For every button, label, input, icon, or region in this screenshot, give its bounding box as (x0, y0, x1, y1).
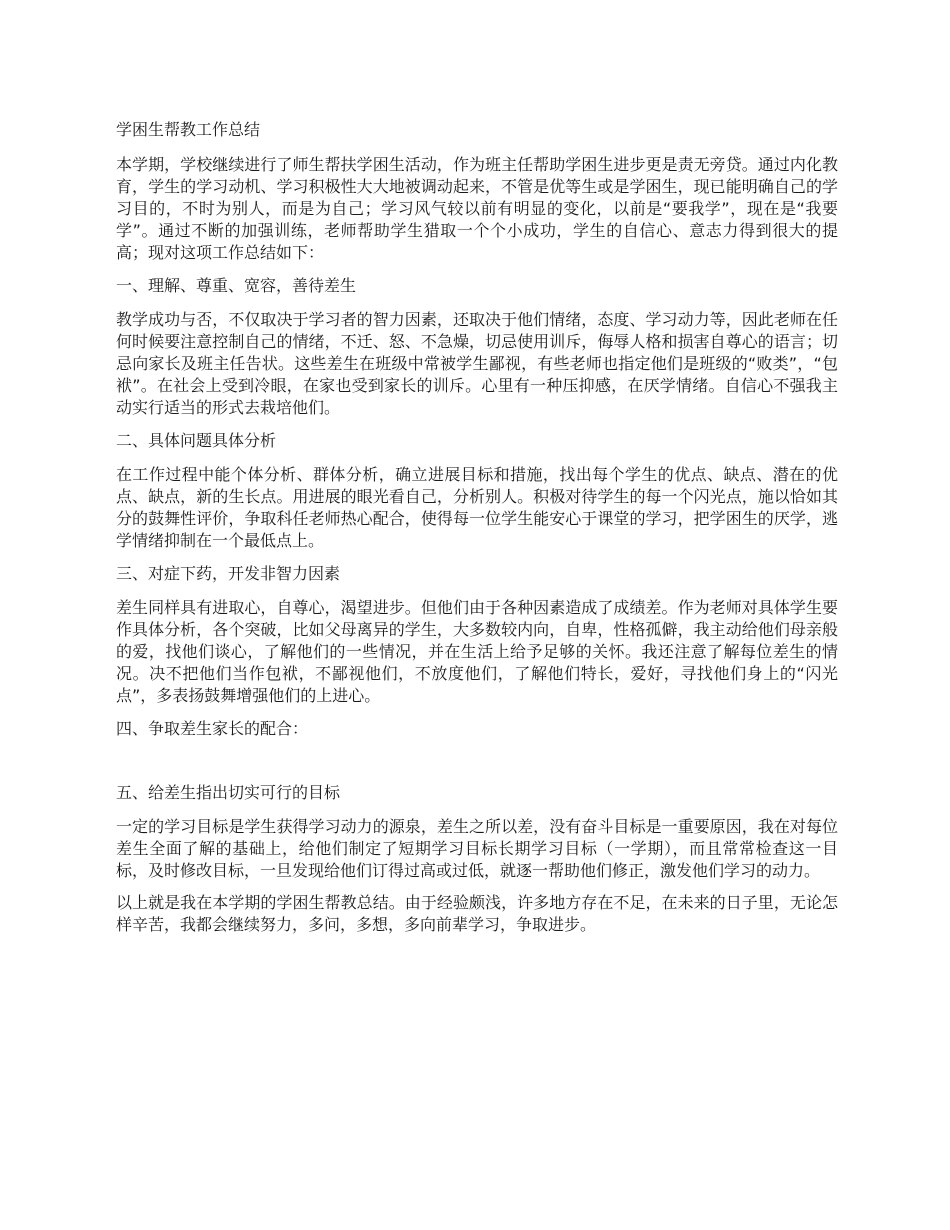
section-2-body: 在工作过程中能个体分析、群体分析，确立进展目标和措施，找出每个学生的优点、缺点、潜在的优点、缺点，新的生长点。用进展的眼光看自己，分析别人。积极对待学生的每一个闪光点，施以恰如其分的鼓舞性评价，争取科任老师热心配合，使得每一位学生能安心于课堂的学习，把学困生的厌学，逃学情绪抑制在一个最低点上。 (116, 465, 838, 550)
section-3-body: 差生同样具有进取心，自尊心，渴望进步。但他们由于各种因素造成了成绩差。作为老师对具体学生要作具体分析，各个突破，比如父母离异的学生，大多数较内向，自卑，性格孤僻，我主动给他们母亲般的爱，找他们谈心，了解他们的一些情况，并在生活上给予足够的关怀。我还注意了解每位差生的情况。决不把他们当作包袱，不鄙视他们，不放度他们，了解他们特长，爱好，寻找他们身上的“闪光点”，多表扬鼓舞增强他们的上进心。 (116, 598, 838, 705)
section-3-heading: 三、对症下药，开发非智力因素 (116, 564, 341, 583)
section-5-body: 一定的学习目标是学生获得学习动力的源泉，差生之所以差，没有奋斗目标是一重要原因，我在对每位差生全面了解的基础上，给他们制定了短期学习目标长期学习目标（一学期），而且常常检查这一目标，及时修改目标，一旦发现给他们订得过高或过低，就逐一帮助他们修正，激发他们学习的动力。 (116, 817, 838, 880)
section-1-body: 教学成功与否，不仅取决于学习者的智力因素，还取决于他们情绪，态度、学习动力等，因此老师在任何时候要注意控制自己的情绪，不迁、怒、不急燥，切忌使用训斥，侮辱人格和损害自尊心的语言；切忌向家长及班主任告状。这些差生在班级中常被学生鄙视，有些老师也指定他们是班级的“败类”，“包袱”。在社会上受到冷眼，在家也受到家长的训斥。心里有一种压抑感，在厌学情绪。自信心不强我主动实行适当的形式去栽培他们。 (116, 310, 838, 417)
blank-gap (116, 752, 838, 781)
section-5-heading: 五、给差生指出切实可行的目标 (116, 783, 341, 802)
section-1-heading: 一、理解、尊重、宽容，善待差生 (116, 276, 357, 295)
section-4-heading: 四、争取差生家长的配合： (116, 719, 309, 738)
document-title: 学困生帮教工作总结 (116, 120, 261, 139)
document-page (116, 118, 838, 946)
intro-paragraph: 本学期，学校继续进行了师生帮扶学困生活动，作为班主任帮助学困生进步更是责无旁贷。通过内化教育，学生的学习动机、学习积极性大大地被调动起来，不管是优等生或是学困生，现已能明确自己的学习目的，不时为别人，而是为自己；学习风气较以前有明显的变化，以前是“要我学”，现在是“我要学”。通过不断的加强训练，老师帮助学生猎取一个个小成功，学生的自信心、意志力得到很大的提高；现对这项工作总结如下： (116, 155, 838, 262)
section-2-heading: 二、具体问题具体分析 (116, 431, 277, 450)
conclusion-paragraph: 以上就是我在本学期的学困生帮教总结。由于经验颇浅，许多地方存在不足，在未来的日子里，无论怎样辛苦，我都会继续努力，多问，多想，多向前辈学习，争取进步。 (116, 893, 838, 934)
